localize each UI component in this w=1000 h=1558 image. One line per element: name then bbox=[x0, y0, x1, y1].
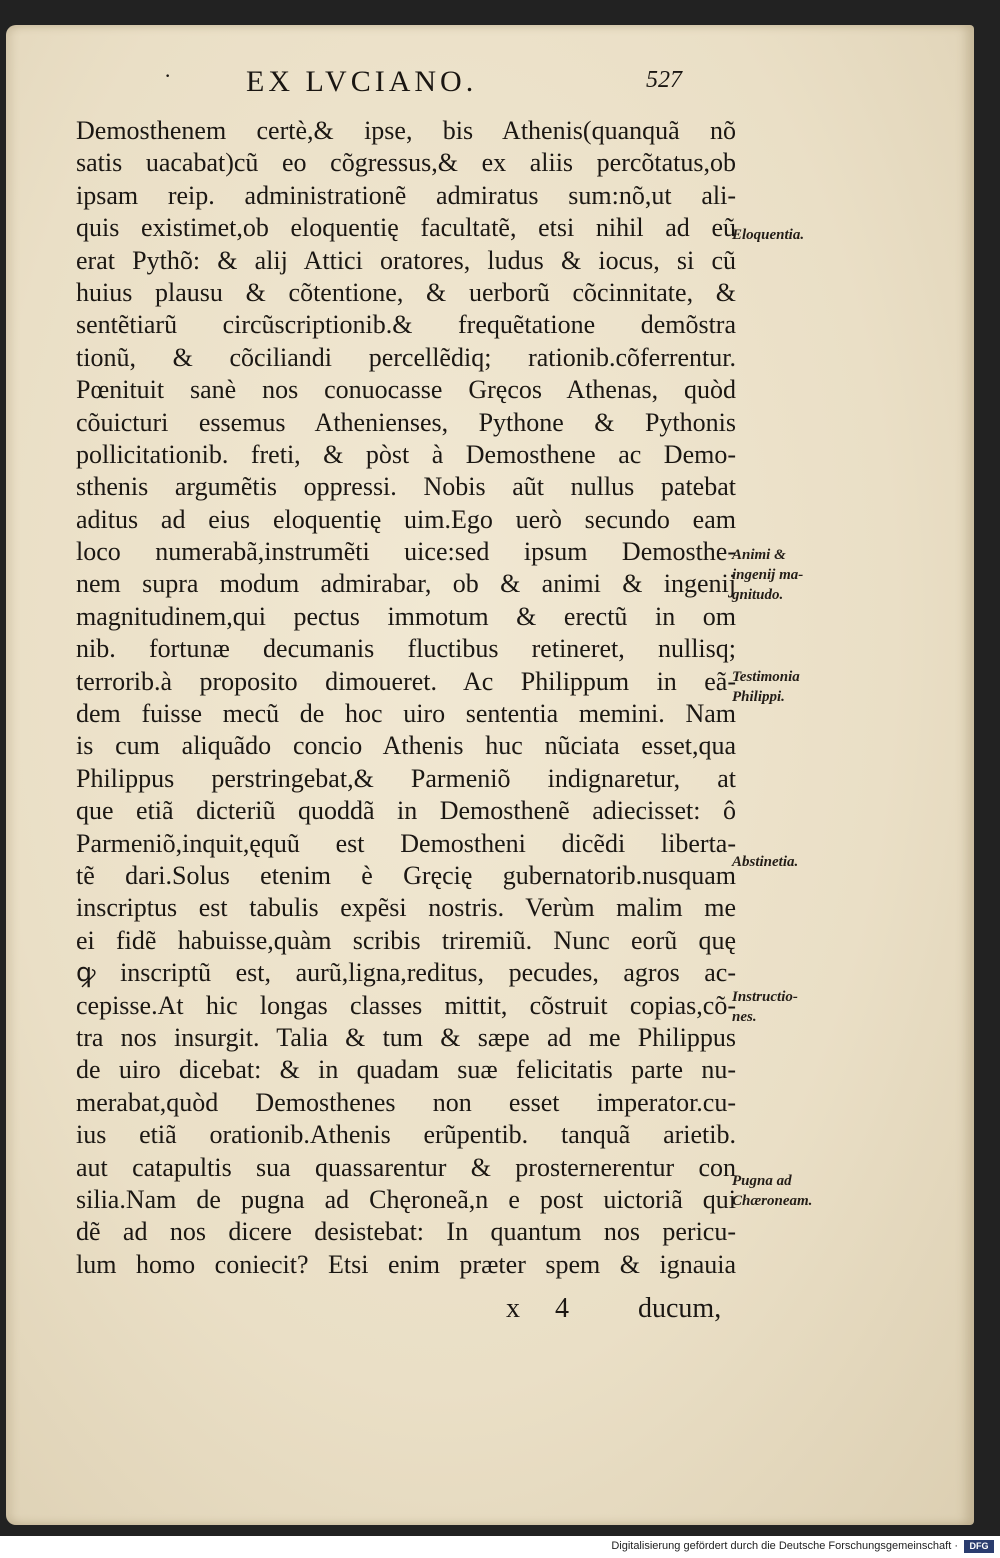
text-line: Parmeniõ,inquit,ęquũ est Demostheni dicẽdi liberta- bbox=[76, 828, 736, 858]
text-line: Pœnituit sanè nos conuocasse Gręcos Athenas, quòd bbox=[76, 375, 736, 405]
text-line: aditus ad eius eloquentię uim.Ego uerò secundo eam bbox=[76, 504, 736, 534]
text-line: dẽ ad nos dicere desistebat: In quantum nos pericu- bbox=[76, 1217, 736, 1247]
text-line: sentẽtiarũ circũscriptionib.& frequẽtatione demõstra bbox=[76, 310, 736, 340]
text-line: dem fuisse mecũ de hoc uiro sententia memini. Nam bbox=[76, 699, 736, 729]
signature-mark: x 4 bbox=[506, 1293, 583, 1324]
text-line: tionũ, & cõciliandi percellẽdiq; rationib.cõferrentur. bbox=[76, 342, 736, 372]
text-line: Demosthenem certè,& ipse, bis Athenis(quanquã nõ bbox=[76, 116, 736, 145]
text-line: lum homo coniecit? Etsi enim præter spem & ignauia bbox=[76, 1249, 736, 1279]
page-footer bbox=[6, 1293, 974, 1333]
text-line: is cum aliquãdo concio Athenis huc nũciata esset,qua bbox=[76, 731, 736, 761]
catchword: ducum, bbox=[638, 1293, 722, 1324]
book-page bbox=[6, 25, 974, 1525]
text-line: magnitudinem,qui pectus immotum & erectũ in om bbox=[76, 601, 736, 631]
text-line: ei fidẽ habuisse,quàm scribis triremiũ. Nunc eorũ quę bbox=[76, 925, 736, 955]
text-line: que etiã dicteriũ quoddã in Demosthenẽ adiecisset: ô bbox=[76, 796, 736, 826]
margin-note-eloquentia bbox=[732, 225, 862, 245]
text-line: silia.Nam de pugna ad Chęroneã,n e post uictoriã qui bbox=[76, 1184, 736, 1214]
margin-note-abstinentia bbox=[732, 852, 862, 872]
text-line: erat Pythõ: & alij Attici oratores, ludus & iocus, si cũ bbox=[76, 245, 736, 275]
text-line: ꝙ inscriptũ est, aurũ,ligna,reditus, pecudes, agros ac- bbox=[76, 958, 736, 988]
text-line: pollicitationib. freti, & pòst à Demosthene ac Demo- bbox=[76, 439, 736, 469]
running-header bbox=[6, 65, 974, 105]
text-line: tẽ dari.Solus etenim è Gręcię gubernatorib.nusquam bbox=[76, 860, 736, 890]
margin-note-instructiones bbox=[732, 987, 862, 1027]
text-line: terrorib.à proposito dimoueret. Ac Philippum in eã- bbox=[76, 666, 736, 696]
margin-note-line: nes. bbox=[732, 1009, 757, 1025]
margin-note-animi bbox=[732, 545, 862, 605]
text-line: inscriptus est tabulis expẽsi nostris. Verùm malim me bbox=[76, 893, 736, 923]
running-title: EX LVCIANO. bbox=[246, 65, 478, 98]
margin-note-line: gnitudo. bbox=[732, 587, 784, 603]
main-text bbox=[76, 115, 736, 1281]
text-line: nib. fortunæ decumanis fluctibus retineret, nullisq; bbox=[76, 634, 736, 664]
text-line: huius plausu & cõtentione, & uerborũ cõcinnitate, & bbox=[76, 277, 736, 307]
margin-note-pugna bbox=[732, 1171, 862, 1211]
margin-note-line: ingenij ma- bbox=[732, 567, 804, 583]
margin-note-line: Chæroneam. bbox=[732, 1193, 813, 1209]
text-line: sthenis argumẽtis oppressi. Nobis aũt nullus patebat bbox=[76, 472, 736, 502]
margin-note-line: Eloquentia. bbox=[732, 227, 805, 243]
margin-note-line: Abstinetia. bbox=[732, 854, 799, 870]
text-line: loco numerabã,instrumẽti uice:sed ipsum Demosthe- bbox=[76, 537, 736, 567]
text-line: nem supra modum admirabar, ob & animi & ingenij bbox=[76, 569, 736, 599]
margin-note-line: Animi & bbox=[732, 547, 786, 563]
header-mark: · bbox=[164, 63, 176, 88]
text-line: tra nos insurgit. Talia & tum & sæpe ad me Philippus bbox=[76, 1022, 736, 1052]
margin-note-line: Philippi. bbox=[732, 689, 785, 705]
dfg-logo: DFG bbox=[964, 1540, 994, 1553]
margin-note-line: Instructio- bbox=[732, 989, 798, 1005]
text-line: Philippus perstringebat,& Parmeniõ indignaretur, at bbox=[76, 763, 736, 793]
margin-note-testimonia bbox=[732, 667, 862, 707]
text-line: ius etiã orationib.Athenis erũpentib. tanquã arietib. bbox=[76, 1120, 736, 1150]
text-line: quis existimet,ob eloquentię facultatẽ, etsi nihil ad eũ bbox=[76, 213, 736, 243]
text-line: merabat,quòd Demosthenes non esset imperator.cu- bbox=[76, 1087, 736, 1117]
page-number: 527 bbox=[646, 67, 682, 93]
credit-text: Digitalisierung gefördert durch die Deutsche Forschungsgemeinschaft · bbox=[611, 1540, 958, 1552]
text-line: de uiro dicebat: & in quadam suæ felicitatis parte nu- bbox=[76, 1055, 736, 1085]
text-line: ipsam reip. administrationẽ admiratus sum:nõ,ut ali- bbox=[76, 180, 736, 210]
text-line: satis uacabat)cũ eo cõgressus,& ex aliis percõtatus,ob bbox=[76, 148, 736, 178]
margin-note-line: Pugna ad bbox=[732, 1173, 792, 1189]
text-line: cõuicturi essemus Athenienses, Pythone & Pythonis bbox=[76, 407, 736, 437]
text-line: cepisse.At hic longas classes mittit, cõstruit copias,cõ- bbox=[76, 990, 736, 1020]
margin-note-line: Testimonia bbox=[732, 669, 800, 685]
text-line: aut catapultis sua quassarentur & prosternerentur con bbox=[76, 1152, 736, 1182]
digitization-credit bbox=[0, 1536, 1000, 1558]
